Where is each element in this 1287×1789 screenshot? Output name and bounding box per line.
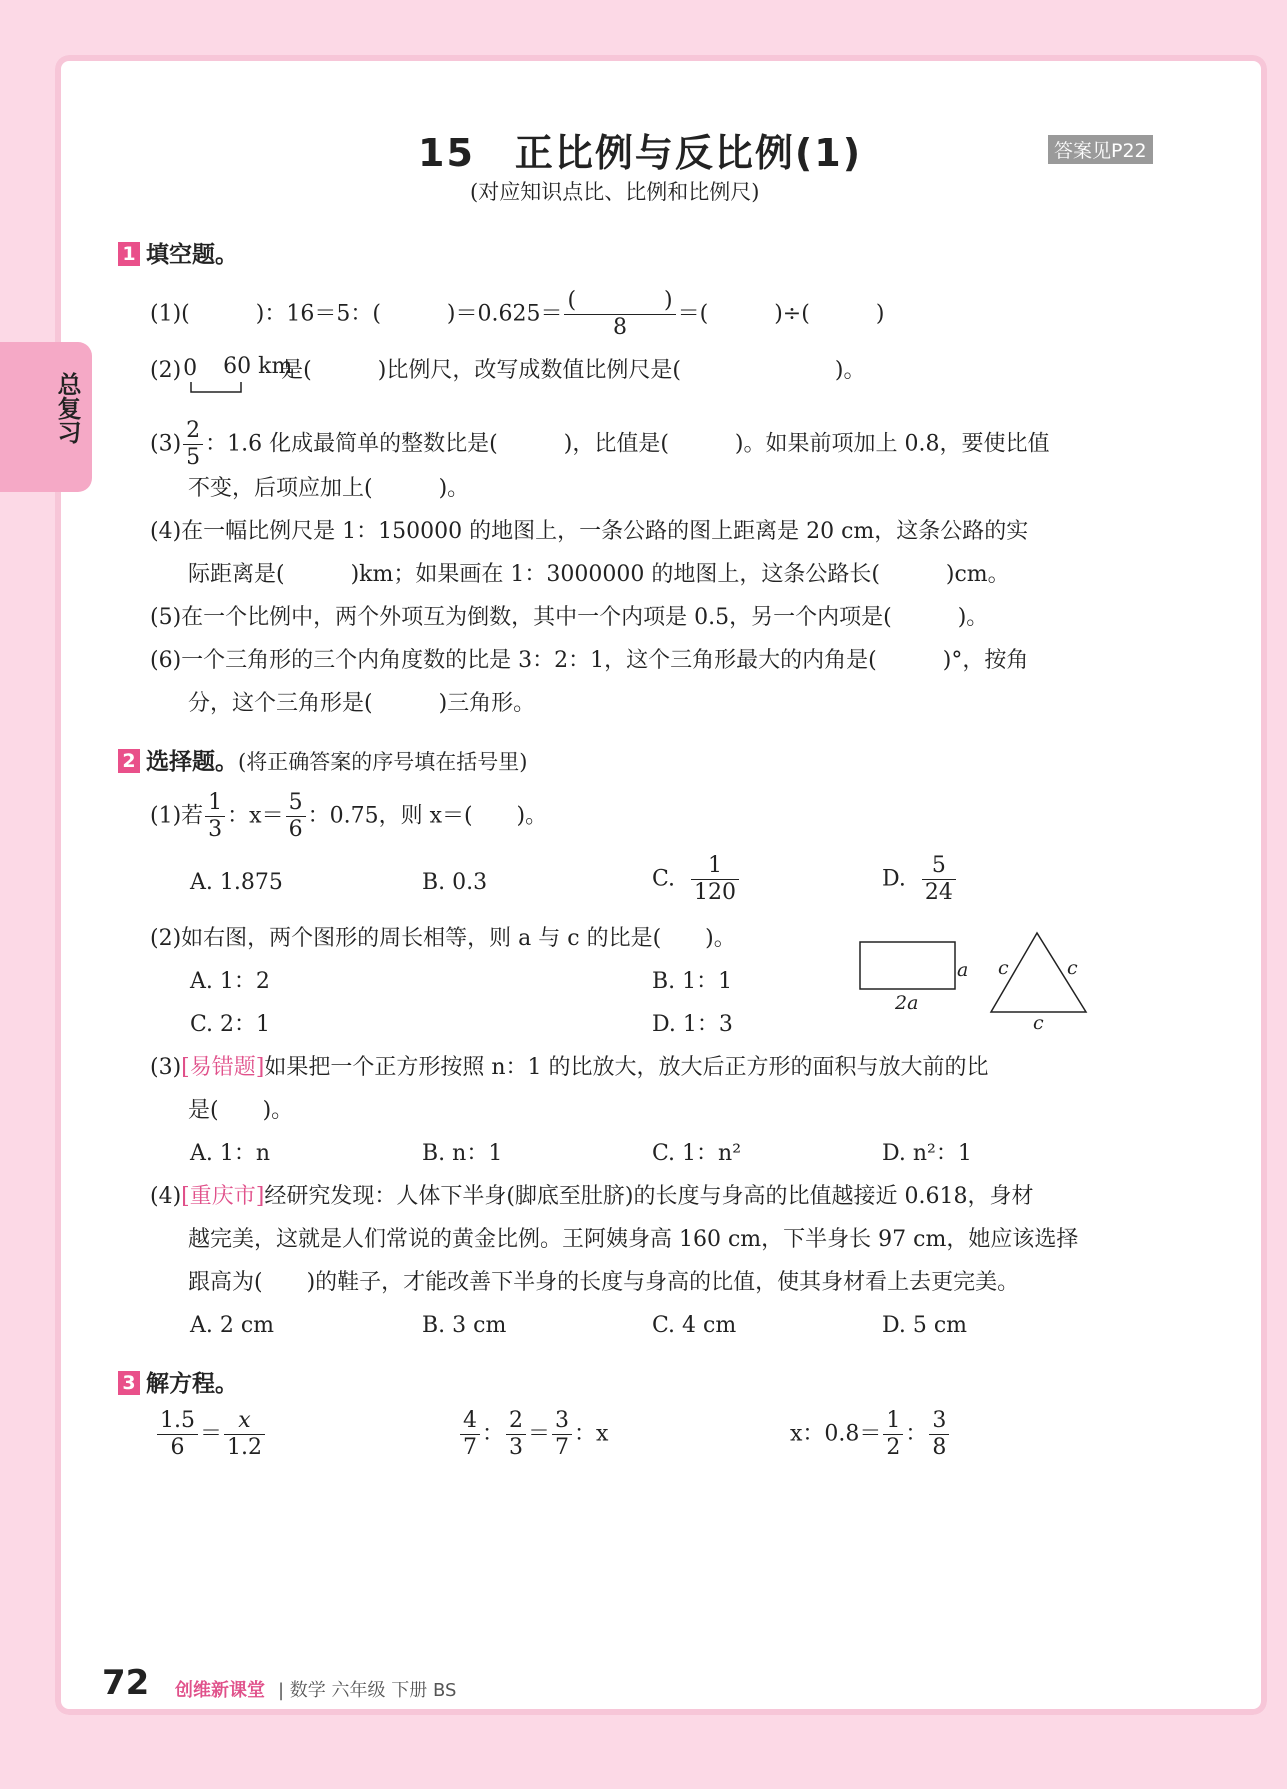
figure-label-c-left: c xyxy=(998,957,1009,979)
figure-label-c-bottom: c xyxy=(1033,1012,1044,1034)
section-3-number: 3 xyxy=(118,1371,140,1395)
s2-q1-option-a[interactable]: A. 1.875 xyxy=(190,870,283,895)
fraction xyxy=(691,853,739,906)
s1-question-5: (5)在一个比例中，两个外项互为倒数，其中一个内项是 0.5，另一个内项是( )。 xyxy=(150,605,989,630)
fraction-numerator: 1 xyxy=(205,790,225,817)
s2-q4-line2: 越完美，这就是人们常说的黄金比例。王阿姨身高 160 cm，下半身长 97 cm，她应该选择 xyxy=(188,1227,1079,1252)
scale-60km: 60 km xyxy=(223,354,293,379)
s2-q3-option-d[interactable]: D. n²：1 xyxy=(882,1141,972,1166)
fraction xyxy=(883,1408,903,1461)
fraction-numerator: 2 xyxy=(183,418,203,445)
s1-q1-text-tail: ＝( )÷( ) xyxy=(677,301,885,327)
s1-question-1 xyxy=(150,288,884,341)
s1-q3-line1: ：1.6 化成最简单的整数比是( )，比值是( )。如果前项加上 0.8，要使比值 xyxy=(205,431,1050,457)
section-2-number: 2 xyxy=(118,749,140,773)
equation-1 xyxy=(155,1408,267,1461)
fraction xyxy=(286,790,306,843)
footer-info: | 数学 六年级 下册 BS xyxy=(278,1680,457,1701)
fraction xyxy=(922,853,956,906)
fraction-denominator: 7 xyxy=(555,1435,570,1460)
s2-q2-option-d[interactable]: D. 1：3 xyxy=(652,1012,733,1037)
ratio-colon: ： xyxy=(482,1421,505,1447)
fraction-numerator: 1 xyxy=(691,853,739,880)
fraction-denominator: 8 xyxy=(613,315,628,340)
fraction-denominator: 6 xyxy=(170,1435,185,1460)
fraction-numerator: 4 xyxy=(460,1408,480,1435)
fraction-numerator: ( ) xyxy=(564,288,675,315)
fraction-denominator: 3 xyxy=(208,817,223,842)
section-1-heading xyxy=(118,236,238,269)
s2-q4-option-a[interactable]: A. 2 cm xyxy=(190,1313,275,1338)
fraction-denominator: 24 xyxy=(924,880,953,905)
fraction-numerator: x xyxy=(224,1408,265,1435)
page-subtitle: (对应知识点比、比例和比例尺) xyxy=(470,180,760,204)
s1-q1-fraction xyxy=(564,288,675,341)
equation-3 xyxy=(790,1408,951,1461)
fraction-denominator: 6 xyxy=(288,817,303,842)
equals-sign: ＝ xyxy=(200,1421,223,1447)
fraction-denominator: 7 xyxy=(463,1435,477,1460)
fraction-denominator: 120 xyxy=(694,880,737,905)
page-number: 72 xyxy=(102,1663,150,1703)
s1-q4-line1: (4)在一幅比例尺是 1：150000 的地图上，一条公路的图上距离是 20 cm，这条公路的实 xyxy=(150,519,1029,544)
fraction xyxy=(929,1408,949,1461)
s1-q2-text: 是( )比例尺，改写成数值比例尺是( )。 xyxy=(281,358,866,383)
s2-question-2: (2)如右图，两个图形的周长相等，则 a 与 c 的比是( )。 xyxy=(150,926,736,951)
fraction-numerator: 1.5 xyxy=(157,1408,198,1435)
section-3-title: 解方程。 xyxy=(146,1371,238,1397)
s2-q3-option-a[interactable]: A. 1：n xyxy=(190,1141,271,1166)
s2-question-4 xyxy=(150,1182,1034,1212)
s2-q4-line1: 经研究发现：人体下半身(脚底至肚脐)的长度与身高的比值越接近 0.618，身材 xyxy=(264,1184,1034,1209)
side-tab-label: 总复习 xyxy=(53,372,81,444)
s2-q3-index: (3) xyxy=(150,1055,182,1080)
s2-q4-option-d[interactable]: D. 5 cm xyxy=(882,1313,968,1338)
s2-q2-option-a[interactable]: A. 1：2 xyxy=(190,969,270,994)
equals-sign: ＝ xyxy=(528,1421,551,1447)
option-label: D. xyxy=(882,866,906,892)
fraction-denominator: 1.2 xyxy=(227,1435,263,1460)
ratio-colon: ： xyxy=(905,1421,928,1447)
fraction xyxy=(460,1408,480,1461)
s2-question-1 xyxy=(150,790,547,843)
section-2-heading xyxy=(118,743,527,776)
s1-q1-text: (1)( )：16＝5：( )＝0.625＝ xyxy=(150,301,563,327)
s1-q3-line2: 不变，后项应加上( )。 xyxy=(188,476,470,501)
s2-q1-index: (1)若 xyxy=(150,803,204,829)
answer-reference-badge[interactable]: 答案见P22 xyxy=(1048,135,1153,164)
fraction xyxy=(224,1408,265,1461)
s1-q6-line2: 分，这个三角形是( )三角形。 xyxy=(188,691,536,716)
equation-tail: ：x xyxy=(574,1421,609,1447)
fraction-denominator: 3 xyxy=(509,1435,524,1460)
s2-q1-mid: ：x＝ xyxy=(227,803,284,829)
s2-question-3 xyxy=(150,1053,989,1083)
s1-q3-index: (3) xyxy=(150,431,182,457)
fraction-numerator: 2 xyxy=(506,1408,526,1435)
s2-q1-option-c[interactable] xyxy=(652,853,741,906)
rectangle-shape xyxy=(860,942,955,989)
s1-q3-fraction xyxy=(183,418,203,471)
equation-2 xyxy=(458,1408,608,1461)
fraction-numerator: 5 xyxy=(286,790,306,817)
s2-q1-option-d[interactable] xyxy=(882,853,958,906)
s2-q3-option-c[interactable]: C. 1：n² xyxy=(652,1141,742,1166)
line-scale xyxy=(181,354,293,386)
region-tag: [重庆市] xyxy=(181,1184,265,1209)
s2-q3-line1: 如果把一个正方形按照 n：1 的比放大，放大后正方形的面积与放大前的比 xyxy=(264,1055,989,1080)
equation-head: x：0.8＝ xyxy=(790,1421,882,1447)
section-1-title: 填空题。 xyxy=(146,242,238,268)
s2-q4-option-b[interactable]: B. 3 cm xyxy=(422,1313,507,1338)
figure-label-2a: 2a xyxy=(895,992,919,1014)
s2-q4-option-c[interactable]: C. 4 cm xyxy=(652,1313,737,1338)
fraction-numerator: 3 xyxy=(552,1408,572,1435)
fraction-denominator: 2 xyxy=(886,1435,901,1460)
shapes-figure xyxy=(850,925,1100,1030)
footer-brand: 创维新课堂 xyxy=(175,1680,265,1701)
section-3-heading xyxy=(118,1365,238,1398)
s2-q2-option-b[interactable]: B. 1：1 xyxy=(652,969,733,994)
scale-zero: 0 xyxy=(183,356,198,381)
s2-q4-line3: 跟高为( )的鞋子，才能改善下半身的长度与身高的比值，使其身材看上去更完美。 xyxy=(188,1270,1020,1295)
s1-question-3 xyxy=(150,418,1049,471)
fraction xyxy=(506,1408,526,1461)
error-prone-tag: [易错题] xyxy=(181,1055,265,1080)
fraction-numerator: 5 xyxy=(922,853,956,880)
fraction-numerator: 1 xyxy=(883,1408,903,1435)
fraction xyxy=(157,1408,198,1461)
figure-label-a: a xyxy=(957,959,969,981)
s1-q4-line2: 际距离是( )km；如果画在 1：3000000 的地图上，这条公路长( )cm。 xyxy=(188,562,1010,587)
s1-q6-line1: (6)一个三角形的三个内角度数的比是 3：2：1，这个三角形最大的内角是( )°，按角 xyxy=(150,648,1029,673)
s1-q2-index: (2) xyxy=(150,358,182,383)
fraction-denominator: 8 xyxy=(932,1435,947,1460)
section-2-note: (将正确答案的序号填在括号里) xyxy=(238,750,528,774)
s2-q4-index: (4) xyxy=(150,1184,182,1209)
option-label: C. xyxy=(652,866,676,892)
s2-q1-tail: ：0.75，则 x＝( )。 xyxy=(307,803,548,829)
section-2-title: 选择题。 xyxy=(146,749,238,775)
scale-bar-icon xyxy=(183,368,253,398)
fraction xyxy=(552,1408,572,1461)
fraction-denominator: 5 xyxy=(186,445,201,470)
side-tab[interactable] xyxy=(0,342,92,492)
page-title: 15 正比例与反比例(1) xyxy=(418,131,863,175)
section-1-number: 1 xyxy=(118,242,140,266)
s1-question-2 xyxy=(150,356,866,386)
s2-q1-option-b[interactable]: B. 0.3 xyxy=(422,870,488,895)
s2-q3-line2: 是( )。 xyxy=(188,1098,294,1123)
fraction xyxy=(205,790,225,843)
s2-q3-option-b[interactable]: B. n：1 xyxy=(422,1141,503,1166)
fraction-numerator: 3 xyxy=(929,1408,949,1435)
figure-label-c-right: c xyxy=(1067,957,1078,979)
s2-q2-option-c[interactable]: C. 2：1 xyxy=(190,1012,271,1037)
